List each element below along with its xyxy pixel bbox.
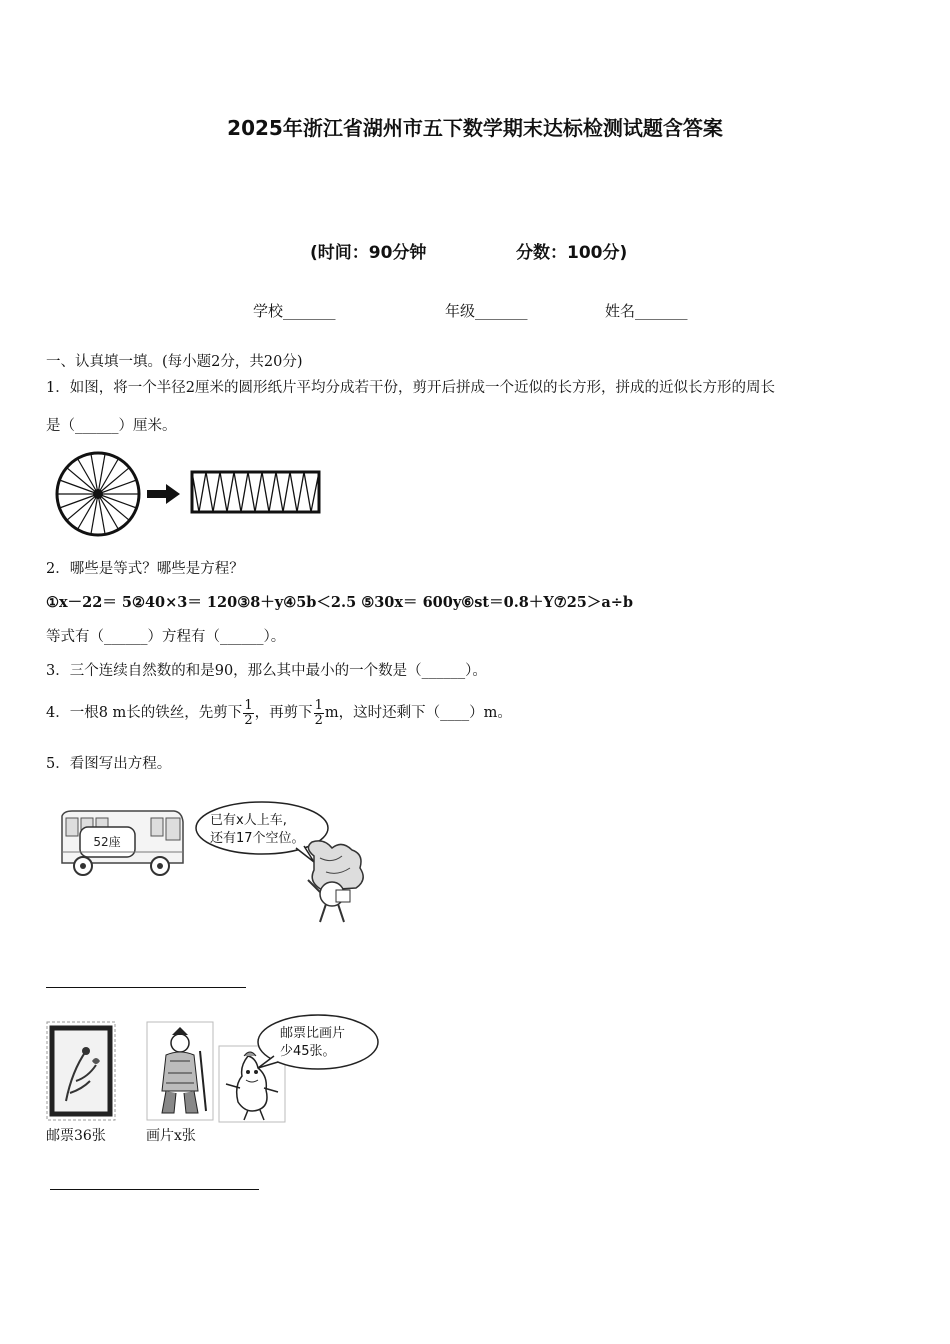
picture-card-image: [146, 1021, 214, 1121]
name-field: 姓名_______: [605, 302, 688, 320]
circle-to-rectangle-figure: [52, 448, 324, 540]
q2-expressions: ①x－22＝ 5②40×3＝ 120③8＋y④5b＜2.5 ⑤30x＝ 600y⑥st＝0.8＋Y⑦25＞a÷b: [46, 594, 634, 611]
q2-line1: 2．哪些是等式？哪些是方程？: [46, 561, 244, 577]
right-arrow-icon: [147, 484, 180, 504]
speech-bubble-stamps: [218, 1010, 384, 1124]
speech-bubble-seats: [192, 798, 384, 930]
caption-stamps: 邮票36张: [46, 1128, 106, 1144]
q3-line1: 3．三个连续自然数的和是90，那么其中最小的一个数是（______）。: [46, 663, 487, 679]
bus-illustration: [56, 808, 188, 880]
fraction-one-half-m: $\frac{1}{2}$: [314, 697, 323, 728]
q1-line2: 是（______）厘米。: [46, 418, 177, 434]
bubble2-line2: 少45张。: [280, 1044, 336, 1059]
q2-line3: 等式有（______）方程有（______）。: [46, 629, 286, 645]
fraction-one-half: $\frac{1}{2}$: [244, 697, 253, 728]
q4-part1: 4．一根8 m长的铁丝，先剪下: [46, 705, 243, 721]
school-field: 学校_______: [253, 302, 336, 320]
bubble1-line1: 已有x人上车,: [210, 813, 287, 828]
bubble2-line1: 邮票比画片: [280, 1026, 346, 1041]
section-heading: 一、认真填一填。(每小题2分，共20分): [46, 354, 303, 370]
answer-line-2: [50, 1189, 259, 1190]
approximate-rectangle: [192, 472, 319, 512]
q1-line1: 1．如图，将一个半径2厘米的圆形纸片平均分成若干份，剪开后拼成一个近似的长方形，拼成的近似长方形的周长: [46, 380, 775, 396]
stamp-image: [46, 1021, 116, 1121]
page-title: 2025年浙江省湖州市五下数学期末达标检测试题含答案: [227, 116, 723, 140]
divided-circle: [57, 453, 139, 535]
q4-line: [46, 696, 512, 730]
score-label: 分数：100分): [516, 243, 628, 263]
caption-pictures: 画片x张: [146, 1128, 196, 1144]
q4-part2: ，再剪下: [254, 705, 313, 721]
q4-part3: m，这时还剩下（____）m。: [324, 705, 512, 721]
grade-field: 年级_______: [445, 302, 528, 320]
time-label: (时间：90分钟: [310, 243, 427, 263]
answer-line-1: [46, 987, 246, 988]
cabbage-character-icon: [308, 841, 363, 922]
bus-seat-label: 52座: [93, 835, 121, 849]
bubble1-line2: 还有17个空位。: [210, 831, 305, 846]
q5-line1: 5．看图写出方程。: [46, 756, 172, 772]
